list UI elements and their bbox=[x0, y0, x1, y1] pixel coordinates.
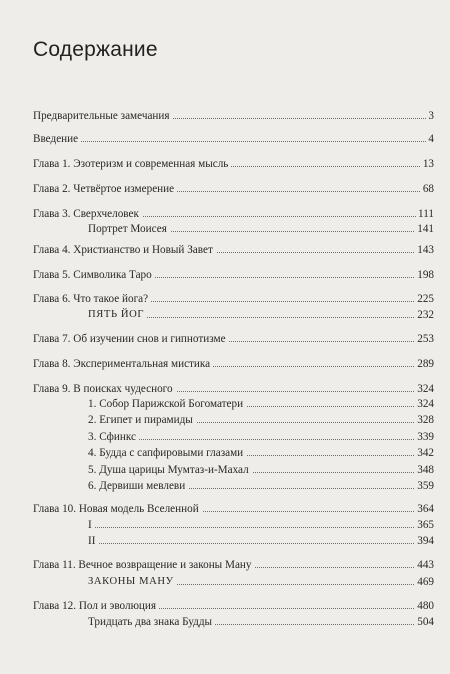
toc-entry bbox=[0, 155, 450, 173]
toc-entry bbox=[0, 355, 450, 373]
entry-title: Глава 4. Христианство и Новый Завет bbox=[33, 241, 216, 259]
page-number: 348 bbox=[415, 461, 434, 479]
page-number: 3 bbox=[426, 107, 434, 125]
toc-subentry bbox=[0, 613, 450, 631]
page-number: 111 bbox=[416, 205, 434, 223]
entry-title: Глава 2. Четвёртое измерение bbox=[33, 180, 177, 198]
page-number: 504 bbox=[415, 613, 434, 631]
toc-entry bbox=[0, 107, 450, 125]
page-number: 143 bbox=[415, 241, 434, 259]
entry-title: 1. Собор Парижской Богоматери bbox=[88, 395, 246, 413]
page-number: 443 bbox=[415, 556, 434, 574]
entry-title: ЗАКОНЫ МАНУ bbox=[88, 573, 177, 591]
toc-subentry bbox=[0, 477, 450, 495]
entry-title: Глава 12. Пол и эволюция bbox=[33, 597, 159, 615]
page-number: 4 bbox=[426, 130, 434, 148]
entry-title: Глава 5. Символика Таро bbox=[33, 266, 155, 284]
page-number: 289 bbox=[415, 355, 434, 373]
entry-title: Глава 8. Экспериментальная мистика bbox=[33, 355, 213, 373]
page-number: 339 bbox=[415, 428, 434, 446]
page-number: 342 bbox=[415, 444, 434, 462]
page-number: 469 bbox=[415, 573, 434, 591]
page-number: 13 bbox=[421, 155, 434, 173]
entry-title: II bbox=[88, 532, 98, 550]
toc-subentry bbox=[0, 220, 450, 238]
page-number: 394 bbox=[415, 532, 434, 550]
toc-subentry bbox=[0, 306, 450, 324]
page-number: 480 bbox=[415, 597, 434, 615]
entry-title: 3. Сфинкс bbox=[88, 428, 139, 446]
page-number: 324 bbox=[415, 395, 434, 413]
page-number: 328 bbox=[415, 411, 434, 429]
entry-title: Глава 3. Сверхчеловек bbox=[33, 205, 142, 223]
entry-title: ПЯТЬ ЙОГ bbox=[88, 306, 147, 324]
toc-entry bbox=[0, 556, 450, 574]
entry-title: Глава 6. Что такое йога? bbox=[33, 290, 151, 308]
entry-title: Глава 1. Эзотеризм и современная мысль bbox=[33, 155, 231, 173]
dot-leader bbox=[88, 527, 434, 528]
entry-title: Глава 10. Новая модель Вселенной bbox=[33, 500, 202, 518]
entry-title: 4. Будда с сапфировыми глазами bbox=[88, 444, 246, 462]
entry-title: 5. Душа царицы Мумтаз-и-Махал bbox=[88, 461, 252, 479]
page-number: 198 bbox=[415, 266, 434, 284]
toc-subentry bbox=[0, 532, 450, 550]
page-number: 141 bbox=[415, 220, 434, 238]
page-number: 232 bbox=[415, 306, 434, 324]
toc-entry bbox=[0, 180, 450, 198]
page-number: 365 bbox=[415, 516, 434, 534]
toc-entry bbox=[0, 130, 450, 148]
dot-leader bbox=[88, 439, 434, 440]
page-number: 364 bbox=[415, 500, 434, 518]
page-number: 324 bbox=[415, 380, 434, 398]
page-number: 68 bbox=[421, 180, 434, 198]
page-number: 359 bbox=[415, 477, 434, 495]
dot-leader bbox=[88, 543, 434, 544]
entry-title: Введение bbox=[33, 130, 81, 148]
entry-title: Глава 7. Об изучении снов и гипнотизме bbox=[33, 330, 229, 348]
toc-heading: Содержание bbox=[33, 38, 158, 61]
toc-entry bbox=[0, 241, 450, 259]
toc-entry bbox=[0, 330, 450, 348]
entry-title: 2. Египет и пирамиды bbox=[88, 411, 196, 429]
entry-title: Глава 11. Вечное возвращение и законы Ману bbox=[33, 556, 255, 574]
page-number: 225 bbox=[415, 290, 434, 308]
entry-title: Тридцать два знака Будды bbox=[88, 613, 215, 631]
entry-title: Глава 9. В поисках чудесного bbox=[33, 380, 176, 398]
toc-subentry bbox=[0, 411, 450, 429]
toc-subentry bbox=[0, 444, 450, 462]
page-number: 253 bbox=[415, 330, 434, 348]
toc-subentry bbox=[0, 573, 450, 591]
toc-entry bbox=[0, 266, 450, 284]
entry-title: Предварительные замечания bbox=[33, 107, 173, 125]
dot-leader bbox=[33, 141, 434, 142]
entry-title: Портрет Моисея bbox=[88, 220, 170, 238]
entry-title: 6. Дервиши мевлеви bbox=[88, 477, 188, 495]
entry-title: I bbox=[88, 516, 95, 534]
